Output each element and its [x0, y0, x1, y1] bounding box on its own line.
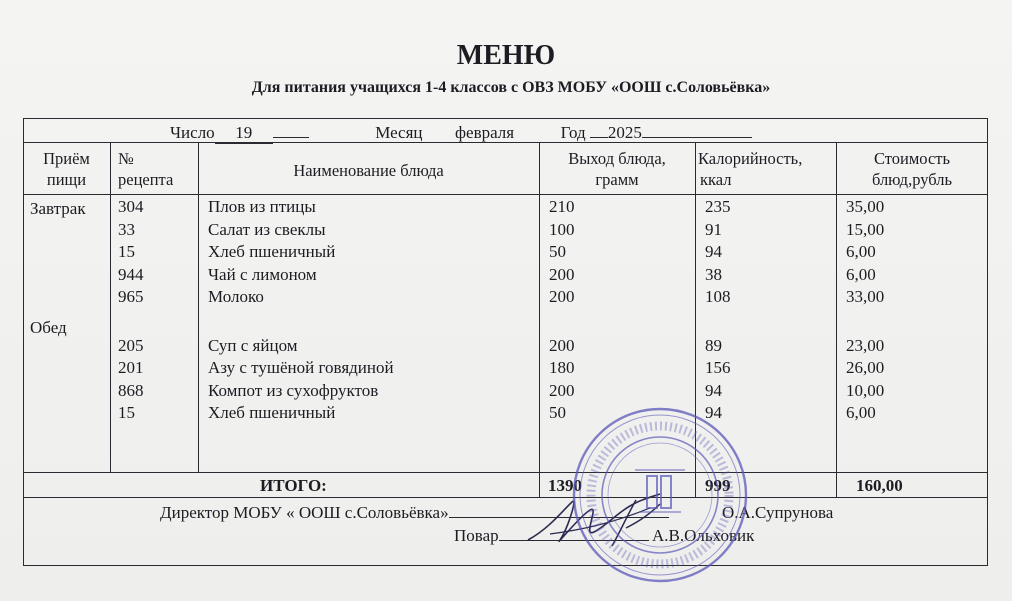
dish-column [208, 196, 394, 425]
header-calories: Калорийность, ккал [698, 149, 803, 189]
cost-column [846, 196, 884, 425]
header-cost: Стоимость блюд,рубль [871, 149, 953, 189]
table-row-yield: 200 [549, 380, 575, 400]
table-row-calories: 156 [705, 358, 731, 377]
table-row-calories: 94 [705, 380, 722, 400]
year-value: 2025 [607, 123, 642, 142]
table-row-calories: 108 [705, 287, 731, 306]
table-row-yield: 180 [549, 358, 575, 377]
table-row-cost: 23,00 [846, 335, 885, 355]
table-row-calories: 38 [705, 264, 722, 284]
recipe-column [118, 196, 144, 425]
totals-calories: 999 [705, 476, 731, 495]
table-row-yield: 50 [549, 242, 566, 261]
col-divider-5 [836, 142, 837, 497]
col-divider-3 [539, 142, 540, 497]
table-row-dish: Суп с яйцом [208, 335, 298, 355]
table-row-calories: 94 [705, 403, 722, 422]
table-row-recipe: 965 [118, 287, 144, 306]
table-row-recipe: 868 [118, 380, 144, 400]
totals-label: ИТОГО: [260, 476, 327, 495]
table-row-cost: 15,00 [846, 219, 885, 239]
cook-name: А.В.Ольховик [652, 526, 755, 545]
col-divider-2 [198, 142, 199, 472]
table-row-dish: Компот из сухофруктов [208, 380, 379, 400]
table-row-dish: Азу с тушёной говядиной [208, 358, 394, 377]
table-row-recipe: 304 [118, 197, 144, 216]
table-row-calories: 94 [705, 242, 722, 261]
table-row-yield: 50 [549, 403, 566, 422]
header-row-divider [23, 194, 988, 195]
table-row-yield: 100 [549, 219, 575, 239]
director-label: Директор МОБУ « ООШ с.Соловьёвка» [160, 503, 449, 522]
totals-top-divider [23, 472, 988, 473]
table-row-cost: 33,00 [846, 287, 885, 306]
header-recipe: № рецепта [118, 149, 174, 189]
table-row-cost: 6,00 [846, 403, 876, 422]
table-row-recipe: 205 [118, 335, 144, 355]
table-row-cost: 35,00 [846, 197, 885, 216]
table-row-recipe: 15 [118, 403, 135, 422]
cook-label: Повар [454, 526, 499, 545]
table-row-dish: Молоко [208, 287, 264, 306]
totals-cost: 160,00 [856, 476, 903, 495]
table-row-recipe: 15 [118, 242, 135, 261]
table-row-recipe: 33 [118, 219, 135, 239]
totals-bottom-divider [23, 497, 988, 498]
day-value: 19 [215, 123, 273, 144]
month-value: февраля [455, 123, 515, 142]
table-row-yield: 200 [549, 287, 575, 306]
table-row-calories: 91 [705, 219, 722, 239]
bleed-through-text [400, 8, 408, 34]
month-label: Месяц [375, 123, 423, 142]
table-row-dish: Чай с лимоном [208, 264, 317, 284]
year-label: Год [560, 123, 586, 142]
calories-column [705, 196, 731, 425]
table-row-dish: Хлеб пшеничный [208, 242, 336, 261]
date-line [170, 123, 752, 144]
official-stamp-icon [565, 400, 755, 590]
table-row-recipe: 201 [118, 358, 144, 377]
table-row-yield: 200 [549, 335, 575, 355]
table-row-dish: Плов из птицы [208, 197, 316, 216]
page-title: МЕНЮ [456, 40, 556, 71]
meal-lunch: Обед [30, 318, 67, 337]
table-row-recipe: 944 [118, 264, 144, 284]
table-row-calories: 235 [705, 197, 731, 216]
header-yield: Выход блюда, грамм [568, 149, 666, 189]
meal-breakfast: Завтрак [30, 199, 86, 218]
page-subtitle: Для питания учащихся 1-4 классов с ОВЗ МОБУ «ООШ с.Соловьёвка» [251, 79, 771, 96]
table-row-dish: Хлеб пшеничный [208, 403, 336, 422]
day-label: Число [170, 123, 215, 142]
table-row-yield: 200 [549, 264, 575, 284]
table-row-cost: 6,00 [846, 242, 876, 261]
header-meal: Приём пищи [43, 149, 90, 189]
table-row-yield: 210 [549, 197, 575, 216]
yield-column [549, 196, 575, 425]
header-dish: Наименование блюда [293, 161, 444, 180]
table-row-dish: Салат из свеклы [208, 219, 326, 239]
table-row-cost: 26,00 [846, 358, 885, 377]
table-row-cost: 10,00 [846, 380, 885, 400]
table-row-calories: 89 [705, 335, 722, 355]
totals-yield: 1390 [548, 476, 582, 495]
director-name: О.А.Супрунова [722, 503, 834, 522]
table-row-cost: 6,00 [846, 264, 876, 284]
col-divider-1 [110, 142, 111, 472]
